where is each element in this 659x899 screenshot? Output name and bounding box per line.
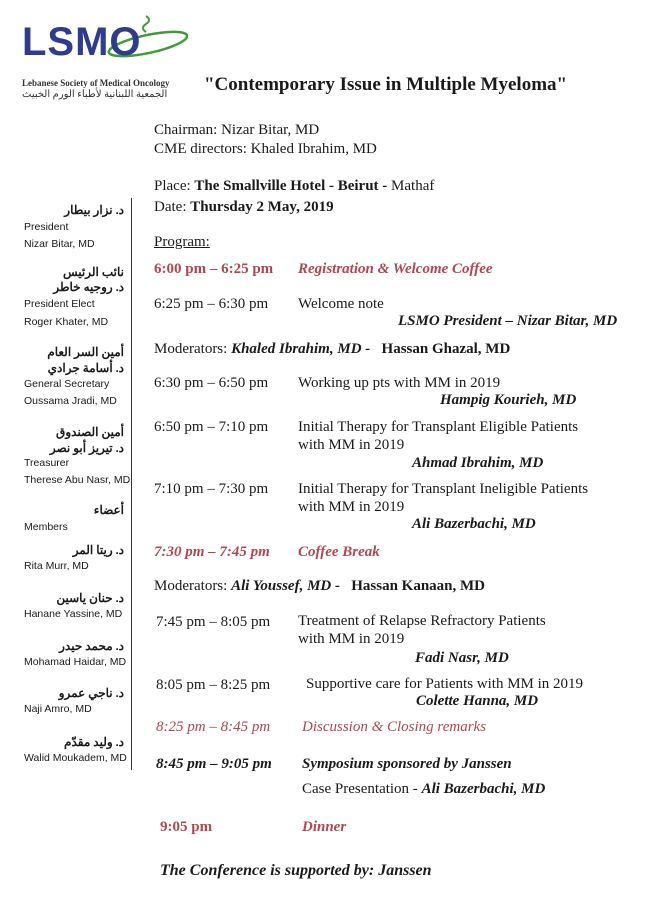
member-ar-name: د. حنان ياسين [56,591,124,605]
case-presentation: Case Presentation - Ali Bazerbachi, MD [302,781,546,797]
session-time: 8:25 pm – 8:45 pm [156,719,271,735]
session-time: 6:50 pm – 7:10 pm [154,419,269,435]
session-speaker: Colette Hanna, MD [416,693,539,709]
session-speaker: Ahmad Ibrahim, MD [412,455,544,471]
session-title: Symposium sponsored by Janssen [302,756,512,772]
session-time: 8:05 pm – 8:25 pm [156,677,271,693]
member-role: General Secretary [24,378,110,390]
session-title: Welcome note [298,296,384,312]
member-ar-name: د. وليد مقدّم [64,735,124,749]
session-time: 6:25 pm – 6:30 pm [154,296,269,312]
session-speaker: LSMO President – Nizar Bitar, MD [398,313,618,329]
session-time: 6:00 pm – 6:25 pm [154,261,274,277]
session-title: Initial Therapy for Transplant Eligible Patients [298,419,579,435]
member-name: Mohamad Haidar, MD [24,656,127,668]
member-ar-name: د. أسامة جرادي [47,361,124,375]
session-speaker: Hampig Kourieh, MD [440,392,577,408]
program-label: Program: [154,234,210,250]
member-ar-name: د. نزار بيطار [64,203,124,217]
session-time: 8:45 pm – 9:05 pm [156,756,272,772]
member-name: Naji Amro, MD [24,703,92,715]
member-name: Hanane Yassine, MD [24,608,123,620]
session-title: Working up pts with MM in 2019 [298,375,501,391]
member-role: President [24,221,69,233]
moderators: Moderators: Ali Youssef, MD - Hassan Kanaan, MD [154,578,486,594]
session-title: Registration & Welcome Coffee [298,261,493,277]
session-title-cont: with MM in 2019 [298,499,405,515]
member-ar-name: د. ريتا المر [72,543,124,557]
session-time: 9:05 pm [160,819,213,835]
session-title: Dinner [302,819,347,835]
session-title: Coffee Break [298,544,380,560]
member-name: Walid Moukadem, MD [24,752,127,764]
session-title: Supportive care for Patients with MM in 2019 [306,676,584,692]
session-time: 7:45 pm – 8:05 pm [156,614,271,630]
member-name: Oussama Jradi, MD [24,395,117,407]
member-ar-name: د. روجيه خاطر [53,280,124,294]
members-heading-ar: أعضاء [93,503,124,517]
member-name: Nizar Bitar, MD [24,238,95,250]
place: Place: The Smallville Hotel - Beirut - Mathaf [154,178,435,194]
member-ar-name: د. تيريز أبو نصر [49,441,124,455]
session-speaker: Fadi Nasr, MD [415,650,509,666]
member-name: Rita Murr, MD [24,560,89,572]
session-time: 7:10 pm – 7:30 pm [154,481,269,497]
member-ar-name: د. محمد حيدر [59,639,124,653]
member-name: Roger Khater, MD [24,316,109,328]
session-title: Initial Therapy for Transplant Ineligible Patients [298,481,589,497]
member-ar-title: أمين الصندوق [56,425,124,439]
moderators: Moderators: Khaled Ibrahim, MD - Hassan Ghazal, MD [154,341,511,357]
logo-subtitle-ar: الجمعية اللبنانية لأطباء الورم الخبيث [22,89,168,100]
session-title-cont: with MM in 2019 [298,437,405,453]
member-role: President Elect [24,298,95,310]
session-time: 7:30 pm – 7:45 pm [154,544,270,560]
date: Date: Thursday 2 May, 2019 [154,199,334,215]
sidebar-divider [131,198,132,770]
footer-sponsor: The Conference is supported by: Janssen [160,862,432,879]
document-title: "Contemporary Issue in Multiple Myeloma" [204,74,568,95]
member-role: Treasurer [24,457,70,469]
member-ar-name: د. ناجي عمرو [58,686,124,700]
session-title: Discussion & Closing remarks [302,719,487,735]
member-ar-title: أمين السر العام [47,345,124,359]
session-title: Treatment of Relapse Refractory Patients [298,613,546,629]
members-heading: Members [24,521,68,533]
cme-directors: CME directors: Khaled Ibrahim, MD [154,141,377,157]
chairman: Chairman: Nizar Bitar, MD [154,122,320,138]
member-ar-title: نائب الرئيس [63,265,124,279]
logo-subtitle-en: Lebanese Society of Medical Oncology [22,78,170,88]
member-name: Therese Abu Nasr, MD [24,474,131,486]
session-speaker: Ali Bazerbachi, MD [412,516,536,532]
session-title-cont: with MM in 2019 [298,631,405,647]
logo-text: LSMO [22,20,142,64]
session-time: 6:30 pm – 6:50 pm [154,375,269,391]
